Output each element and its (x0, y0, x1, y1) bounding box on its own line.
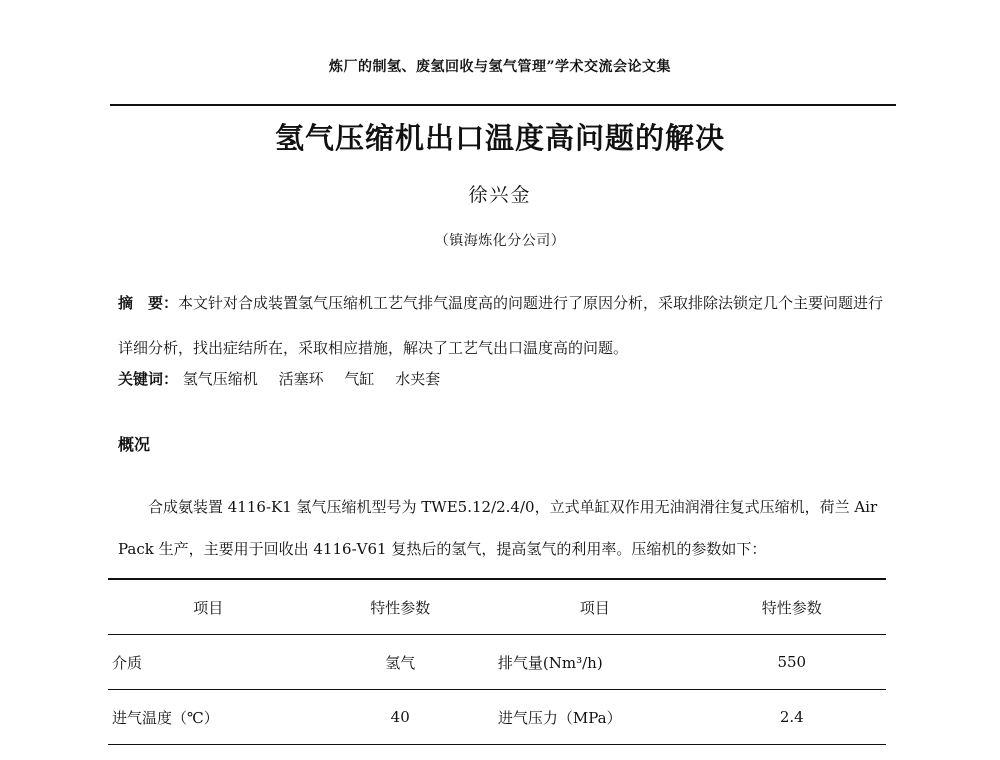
author-name: 徐兴金 (468, 184, 532, 206)
keywords-label: 关键词： (118, 370, 179, 388)
body-paragraph: 合成氨装置 4116-K1 氢气压缩机型号为 TWE5.12/2.4/0，立式单缸双作用无油润滑往复式压缩机，荷兰 Air Pack 生产，主要用于回收出 4116-V61 复热后的氢气，提高氢气的利用率。压缩机的参数如下： (118, 498, 878, 558)
table-header-cell: 特性参数 (698, 579, 886, 635)
table-header-cell: 项目 (108, 579, 309, 635)
section-heading: 概况 (118, 435, 151, 454)
table-cell: 氢气 (385, 653, 416, 672)
table-header-cell: 项目 (492, 579, 698, 635)
table-cell: 排气量(Nm³/h) (497, 653, 603, 672)
table-cell: 40 (390, 708, 410, 726)
keyword-item: 氢气压缩机 (182, 370, 258, 388)
table-cell: 550 (777, 653, 807, 671)
keywords (118, 364, 898, 394)
keyword-item: 水夹套 (395, 370, 441, 388)
abstract-text: 本文针对合成装置氢气压缩机工艺气排气温度高的问题进行了原因分析，采取排除法锁定几个主要问题进行详细分析，找出症结所在，采取相应措施，解决了工艺气出口温度高的问题。 (118, 294, 884, 357)
table-cell: 进气压力（MPa） (497, 708, 622, 727)
table-row (108, 690, 886, 745)
keyword-item: 气缸 (344, 370, 375, 388)
table-cell: 2.4 (779, 708, 804, 726)
paper-title: 氢气压缩机出口温度高问题的解决 (274, 121, 725, 155)
table-header-cell: 特性参数 (309, 579, 492, 635)
keyword-item: 活塞环 (278, 370, 324, 388)
header-rule (110, 104, 896, 106)
table-cell: 介质 (112, 653, 143, 672)
abstract-label: 摘 要： (118, 294, 179, 312)
table-cell: 进气温度（℃） (112, 708, 219, 727)
author-affiliation: （镇海炼化分公司） (434, 233, 566, 249)
running-header: 炼厂的制氢、废氢回收与氢气管理”学术交流会论文集 (328, 59, 672, 75)
abstract (118, 281, 898, 371)
table-row (108, 635, 886, 690)
compressor-parameter-table (108, 578, 886, 745)
table-header-row (108, 579, 886, 635)
